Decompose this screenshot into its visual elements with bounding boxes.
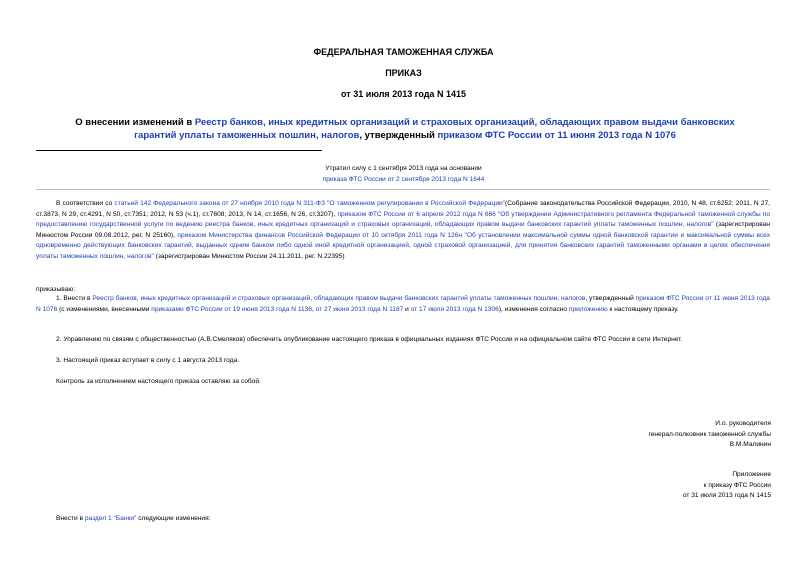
order-666-link[interactable]: приказом ФТС России от 6 апреля 2012 года N 666 "Об утверждении Административного регламента Федеральной таможенной службы по предоставлению государственной услуги по ведению реестра банков, иных кредитных организаций и страховых организаций, обладающих правом выдачи банковских гарантий уплаты таможенных пошлин, налогов" (36, 210, 770, 229)
preamble-text: (Собрание законодательства Российской Федерации, 2010, N 48, ст.6252; 2011, N 27, ст.3873, N 29, ст.4291, N 50, ст.7351; 2012, N 53 (ч.1), ст.7608; 2013, N 14, ст.1656, N 26, ст.3207), (36, 200, 770, 218)
changes-intro (36, 514, 770, 525)
item-1 (36, 294, 770, 315)
item-1-text: 1. Внести в (56, 295, 93, 302)
item-1-text: , (312, 305, 316, 313)
changes-intro-text: Внести в (56, 515, 85, 522)
title-text-1: О внесении изменений в (75, 117, 195, 128)
appendix-block (683, 470, 771, 502)
order-1644-link[interactable]: приказа ФТС России от 2 сентября 2013 года N 1644 (322, 175, 485, 183)
lost-force-text: Утратил силу с 1 сентября 2013 года на основании (325, 165, 482, 172)
signature-rank: генерал-полковник таможенной службы (648, 430, 771, 438)
appendix-date: от 31 июля 2013 года N 1415 (682, 492, 771, 500)
divider-long (36, 189, 770, 190)
signature-position: И.о. руководителя (715, 420, 771, 427)
item-1-text: ), изменения согласно (498, 305, 569, 313)
order-1076-link[interactable]: приказом ФТС России от 11 июня 2013 года N 1076 (437, 130, 676, 141)
document-title (60, 116, 750, 142)
doc-date-number: от 31 июля 2013 года N 1415 (341, 89, 466, 99)
item-3: 3. Настоящий приказ вступает в силу с 1 августа 2013 года. (56, 357, 240, 364)
registry-link[interactable]: Реестр банков, иных кредитных организаций и страховых организаций, обладающих правом выдачи банковских гарантий уплаты таможенных пошлин, налогов (134, 117, 735, 141)
law-311-link[interactable]: статьей 142 Федерального закона от 27 ноября 2010 года N 311-ФЗ "О таможенном регулировании в Российской Федерации" (114, 200, 506, 207)
appendix-link[interactable]: приложению (568, 305, 608, 313)
item-1-text: , утвержденный (585, 295, 636, 302)
preamble-text: В соответствии со (56, 200, 115, 207)
section-1-banks-link[interactable]: раздел 1 "Банки" (84, 515, 137, 522)
divider-short (36, 150, 322, 151)
registry-link-2[interactable]: Реестр банков, иных кредитных организаций и страховых организаций, обладающих правом выдачи банковских гарантий уплаты таможенных пошлин, налогов (92, 295, 586, 302)
signature-name: В.М.Малинин (729, 441, 771, 449)
item-1-text: (с изменениями, внесенными (57, 305, 152, 313)
title-text-2: , утвержденный (359, 130, 438, 141)
agency-name: ФЕДЕРАЛЬНАЯ ТАМОЖЕННАЯ СЛУЖБА (313, 47, 494, 57)
preamble-text: (зарегистрирован Минюстом России 09.08.2012, рег. N 25160), (36, 221, 770, 239)
appendix-ref: к приказу ФТС России (703, 481, 771, 489)
lost-force-note (300, 164, 507, 185)
preamble-text: (зарегистрирован Минюстом России 24.11.2011, рег. N 22395) (153, 252, 345, 260)
order-word: приказываю: (36, 286, 76, 293)
doc-type: ПРИКАЗ (385, 68, 422, 78)
preamble-paragraph (36, 199, 770, 263)
appendix-title: Приложение (732, 471, 771, 478)
control-paragraph: Контроль за исполнением настоящего приказа оставляю за собой. (56, 378, 261, 385)
item-1-text: к настоящему приказу. (607, 305, 679, 313)
item-1-text: и (403, 305, 411, 313)
order-1076-link-2[interactable]: приказом ФТС России от 11 июня 2013 года N 1076 (36, 295, 770, 313)
order-1187-link[interactable]: от 27 июня 2013 года N 1187 (315, 305, 404, 313)
signature-block (648, 419, 771, 451)
item-2: 2. Управлению по связям с общественностью (А.В.Смеляков) обеспечить опубликование настоящего приказа в официальных изданиях ФТС России и на официальном сайте ФТС России в сети Интернет. (56, 336, 683, 343)
changes-intro-text: следующие изменения: (136, 515, 211, 522)
minfin-126n-link[interactable]: приказом Министерства финансов Российской Федерации от 10 октября 2011 года N 126н "Об установлении максимальной суммы одной банковской гарантии и максимальной суммы всех одновременно действующих банковских гарантий, выданных одним банком либо одной иной кредитной организацией, одной страховой организацией, для принятия банковских гарантий таможенными органами в целях обеспечения уплаты таможенных пошлин, налогов" (36, 231, 770, 260)
order-1136-link[interactable]: приказами ФТС России от 19 июня 2013 года N 1136 (151, 305, 312, 313)
order-1306-link[interactable]: от 17 июля 2013 года N 1306 (410, 305, 499, 313)
